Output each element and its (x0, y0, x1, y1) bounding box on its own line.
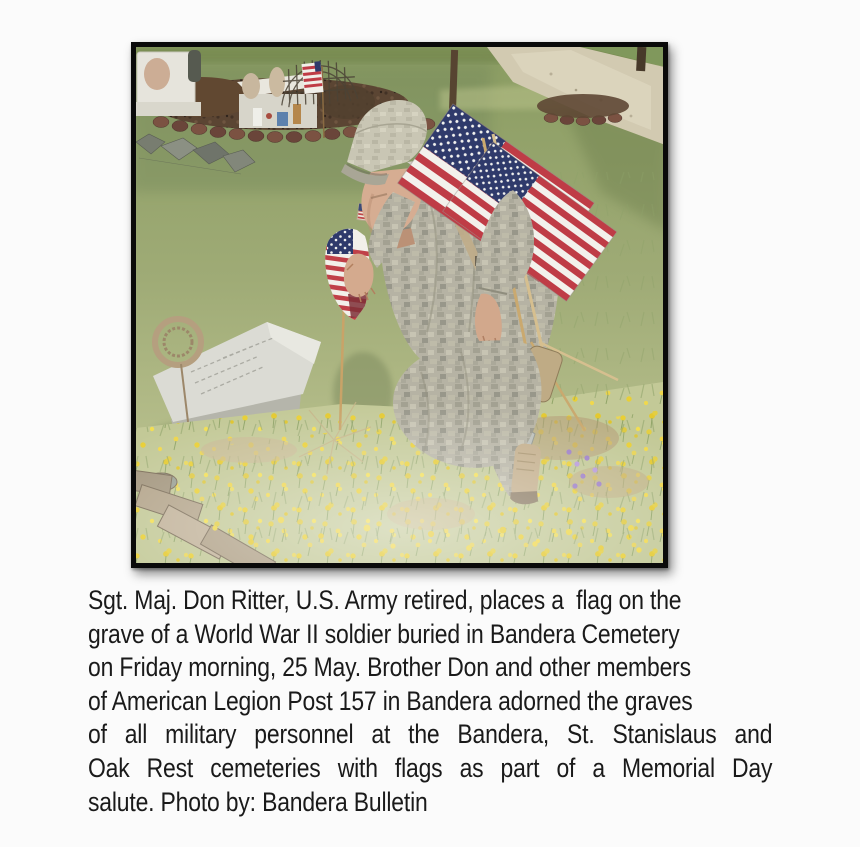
stone-figurine (242, 73, 260, 99)
tree-trunk (636, 47, 646, 71)
caption-line: of all military personnel at the Bandera, St. Stanislaus and (88, 719, 773, 750)
dark-statue (188, 50, 201, 82)
caption-line: Sgt. Maj. Don Ritter, U.S. Army retired, places a flag on the (88, 585, 682, 615)
leaf-pile-right (537, 94, 629, 118)
photo-frame (131, 42, 668, 568)
monument-statue (136, 50, 201, 116)
caption-line: of American Legion Post 157 in Bandera adorned the graves (88, 685, 693, 716)
caption-line: salute. Photo by: Bandera Bulletin (88, 786, 428, 817)
stone-figurine (269, 67, 285, 97)
caption-line: on Friday morning, 25 May. Brother Don and other members (88, 652, 691, 683)
photo-caption (88, 584, 772, 819)
caption-line: Oak Rest cemeteries with flags as part of a Memorial Day (88, 752, 773, 783)
caption-line: grave of a World War II soldier buried in Bandera Cemetery (88, 618, 680, 649)
cemetery-photo (136, 47, 663, 563)
